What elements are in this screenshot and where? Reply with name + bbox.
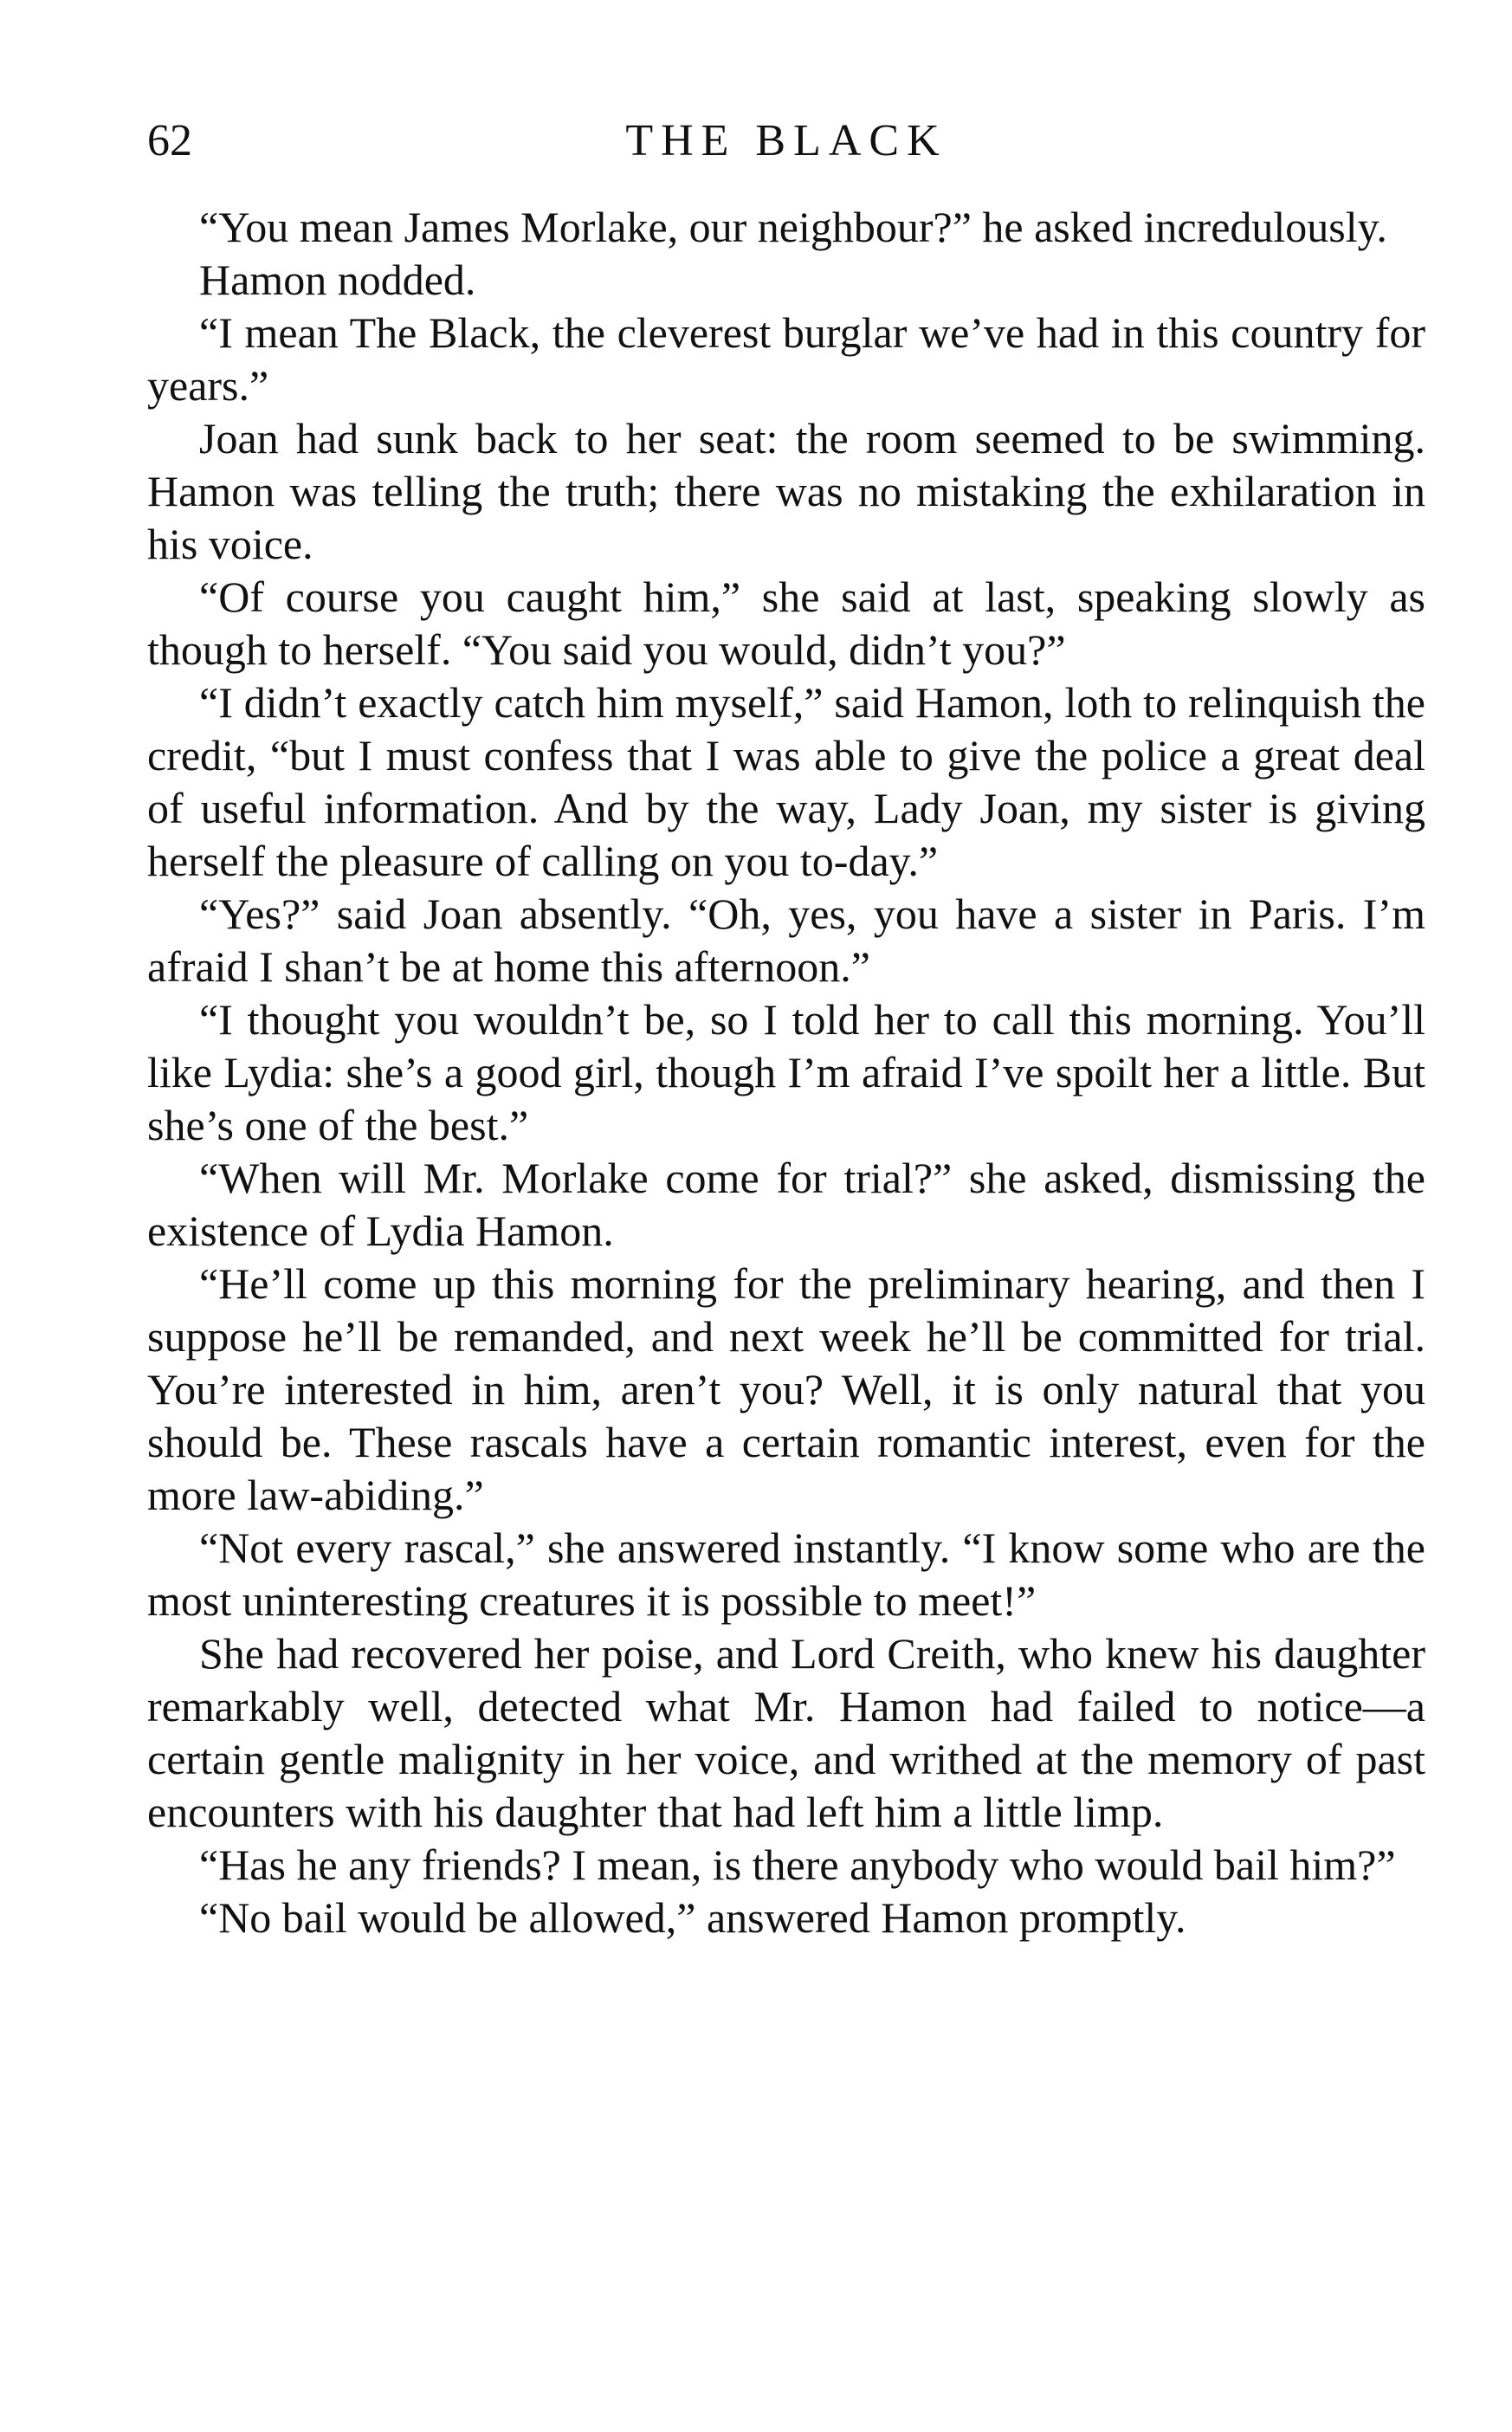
paragraph-1: “You mean James Morlake, our neighbour?” he asked incredulously. bbox=[199, 203, 1387, 251]
paragraph-7: “Yes?” said Joan absently. “Oh, yes, you have a sister in Paris. I’m afraid I shan’t be at home this afternoon.” bbox=[147, 889, 1425, 991]
paragraph-3: “I mean The Black, the cleverest burglar we’ve had in this country for years.” bbox=[147, 308, 1425, 410]
paragraph-14: “No bail would be allowed,” answered Hamon promptly. bbox=[199, 1893, 1186, 1942]
paragraph-5: “Of course you caught him,” she said at last, speaking slowly as though to herself. “You said you would, didn’t you?” bbox=[147, 572, 1425, 674]
paragraph-9: “When will Mr. Morlake come for trial?” she asked, dismissing the existence of Lydia Hamon. bbox=[147, 1154, 1425, 1255]
paragraph-2: Hamon nodded. bbox=[199, 255, 476, 304]
paragraph-13: “Has he any friends? I mean, is there anybody who would bail him?” bbox=[199, 1840, 1396, 1889]
running-head bbox=[147, 111, 1425, 171]
paragraph-6: “I didn’t exactly catch him myself,” said Hamon, loth to relinquish the credit, “but I must confess that I was able to give the police a great deal of useful information. And by the way, Lady Joan, my sister is giving herself the pleasure of calling on you to-day.” bbox=[147, 678, 1425, 885]
page-number: 62 bbox=[147, 116, 192, 165]
paragraph-4: Joan had sunk back to her seat: the room seemed to be swimming. Hamon was telling the truth; there was no mistaking the exhilaration in his voice. bbox=[147, 414, 1425, 568]
paragraph-12: She had recovered her poise, and Lord Creith, who knew his daughter remarkably well, detected what Mr. Hamon had failed to notice—a certain gentle malignity in her voice, and writhed at the memory of past encounters with his daughter that had left him a little limp. bbox=[147, 1629, 1425, 1836]
body-text bbox=[147, 201, 1425, 1944]
running-title: THE BLACK bbox=[625, 116, 947, 165]
paragraph-11: “Not every rascal,” she answered instantly. “I know some who are the most uninteresting creatures it is possible to meet!” bbox=[147, 1523, 1425, 1625]
paragraph-8: “I thought you wouldn’t be, so I told her to call this morning. You’ll like Lydia: she’s a good girl, though I’m afraid I’ve spoilt her a little. But she’s one of the best.” bbox=[147, 995, 1425, 1149]
paragraph-10: “He’ll come up this morning for the preliminary hearing, and then I suppose he’ll be remanded, and next week he’ll be committed for trial. You’re interested in him, aren’t you? Well, it is only natural that you should be. These rascals have a certain romantic interest, even for the more law-abiding.” bbox=[147, 1259, 1425, 1519]
